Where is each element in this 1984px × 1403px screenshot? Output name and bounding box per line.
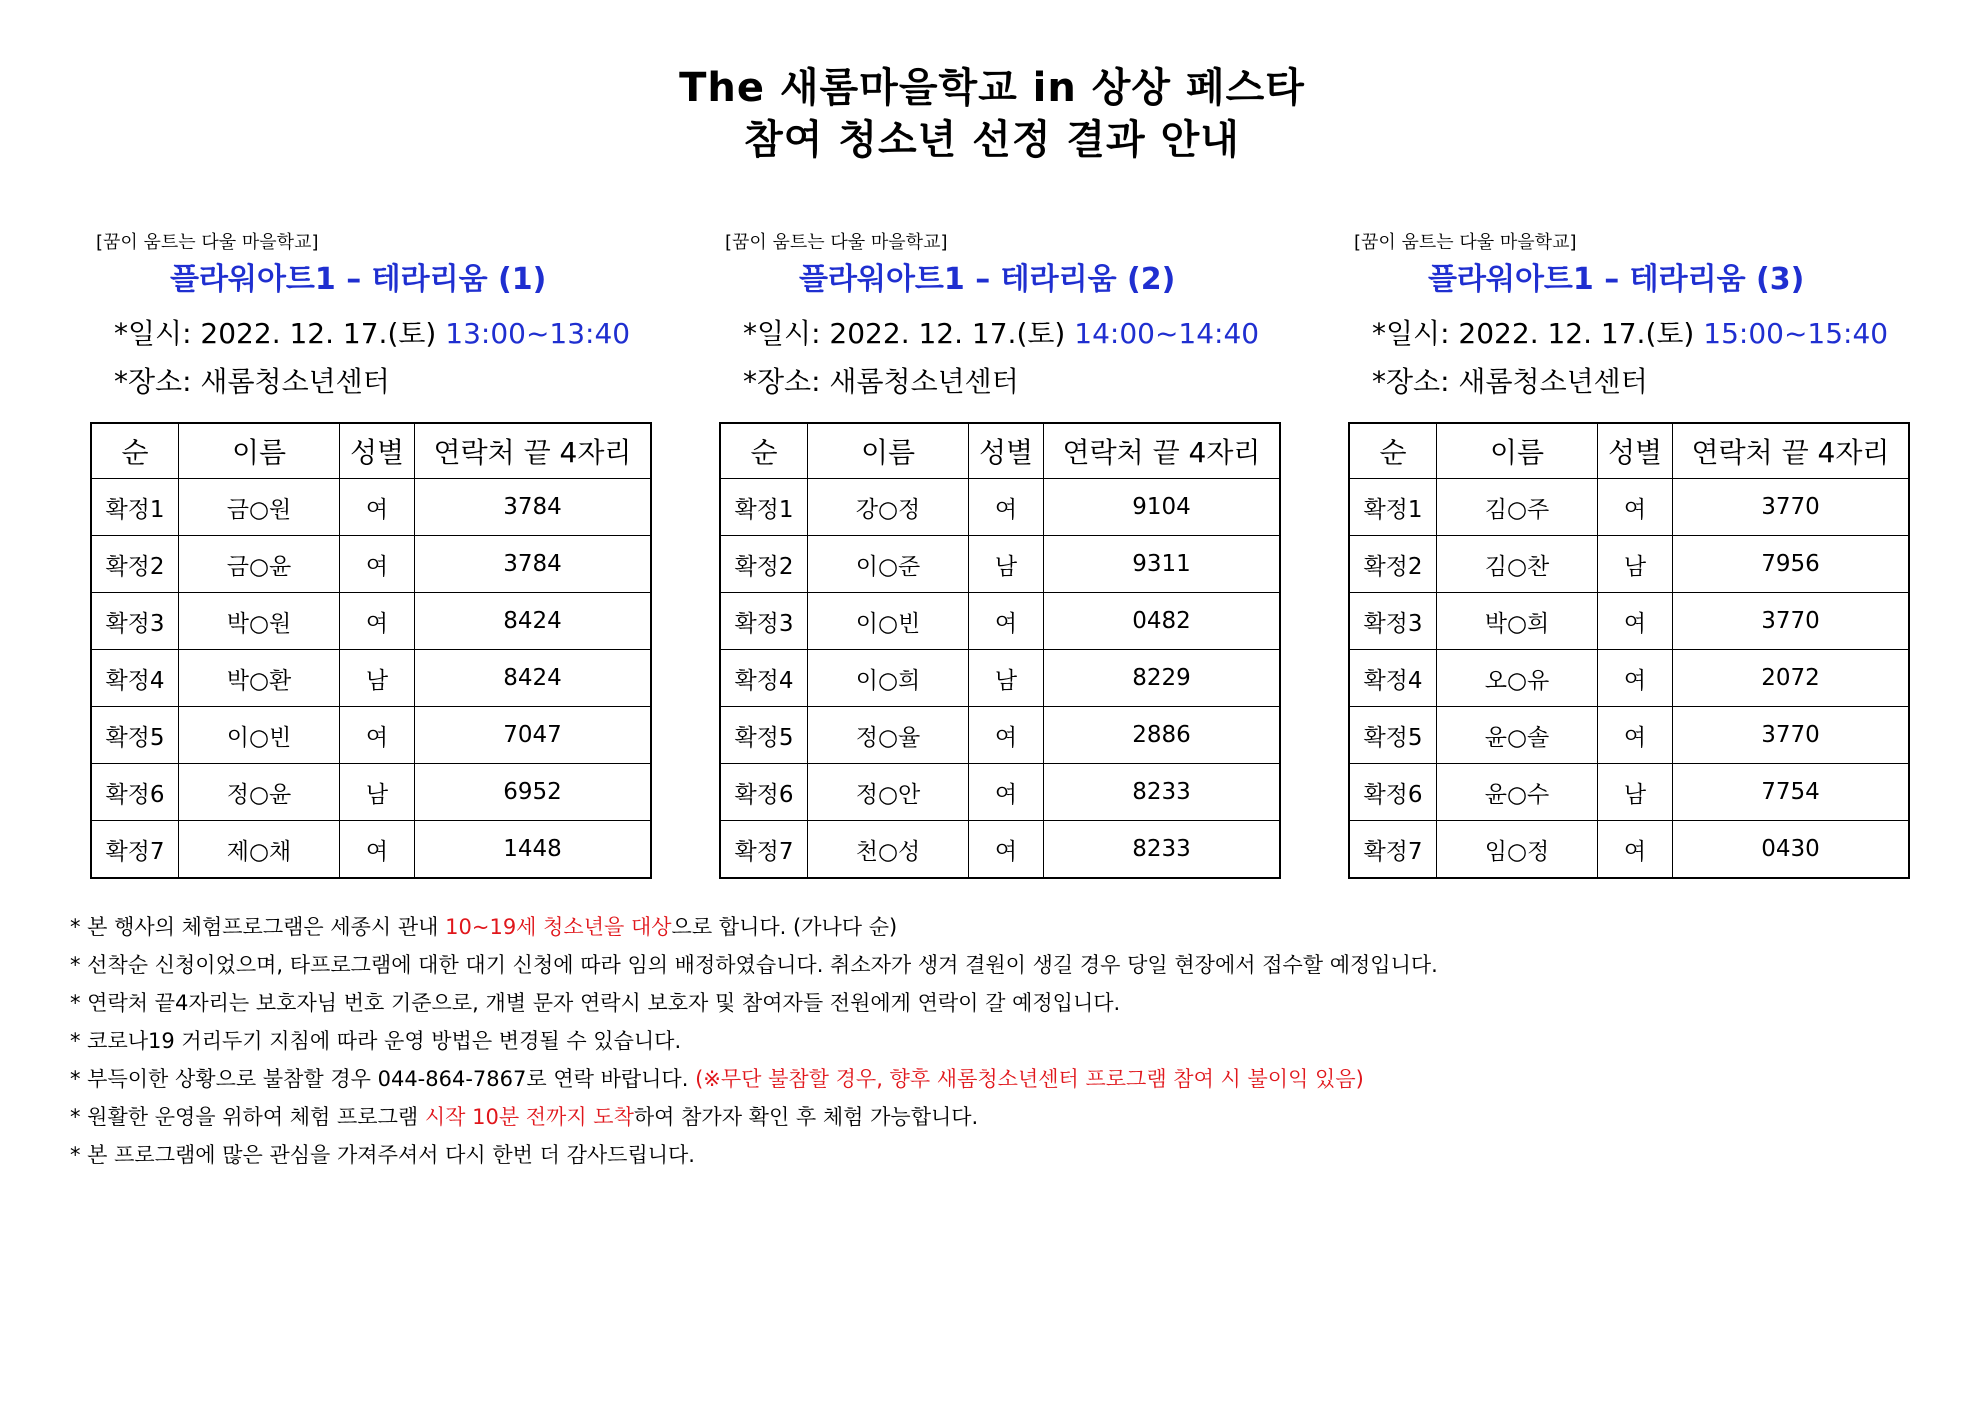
cell-name: 금○윤	[179, 536, 340, 593]
cell-sex: 여	[1598, 650, 1673, 707]
col-header-no: 순	[1349, 423, 1437, 479]
cell-sex: 여	[969, 593, 1044, 650]
cell-no: 확정5	[1349, 707, 1437, 764]
session-panel-3	[1348, 230, 1928, 865]
cell-sex: 남	[1598, 764, 1673, 821]
session-panel-2	[719, 230, 1299, 865]
cell-no: 확정1	[91, 479, 179, 536]
cell-no: 확정6	[1349, 764, 1437, 821]
cell-no: 확정7	[720, 821, 808, 879]
cell-name: 김○주	[1437, 479, 1598, 536]
table-header-row	[91, 423, 651, 479]
cell-sex: 남	[969, 536, 1044, 593]
date-text: *일시: 2022. 12. 17.(토)	[114, 317, 446, 350]
cell-name: 이○빈	[808, 593, 969, 650]
cell-name: 천○성	[808, 821, 969, 879]
cell-sex: 남	[969, 650, 1044, 707]
table-row	[91, 479, 651, 536]
school-tag: [꿈이 움트는 다울 마을학교]	[96, 232, 319, 253]
cell-phone: 2072	[1673, 650, 1910, 707]
table-row	[91, 650, 651, 707]
notice-text: * 본 행사의 체험프로그램은 세종시 관내	[70, 915, 446, 939]
cell-no: 확정3	[91, 593, 179, 650]
table-row	[91, 536, 651, 593]
notice-text: 으로 합니다. (가나다 순)	[671, 915, 898, 939]
table-header-row	[1349, 423, 1909, 479]
cell-no: 확정4	[1349, 650, 1437, 707]
roster-table	[90, 422, 652, 879]
session-time: 15:00~15:40	[1703, 317, 1889, 350]
cell-sex: 여	[969, 764, 1044, 821]
cell-phone: 3770	[1673, 479, 1910, 536]
cell-no: 확정3	[1349, 593, 1437, 650]
cell-name: 박○원	[179, 593, 340, 650]
col-header-name: 이름	[808, 423, 969, 479]
table-row	[1349, 650, 1909, 707]
program-title: 플라워아트1 – 테라리움 (1)	[170, 262, 547, 297]
cell-phone: 0482	[1044, 593, 1281, 650]
col-header-name: 이름	[179, 423, 340, 479]
cell-phone: 8424	[415, 593, 652, 650]
cell-name: 제○채	[179, 821, 340, 879]
cell-no: 확정6	[91, 764, 179, 821]
table-row	[1349, 821, 1909, 879]
cell-no: 확정4	[720, 650, 808, 707]
cell-no: 확정1	[720, 479, 808, 536]
notice-text: * 원활한 운영을 위하여 체험 프로그램	[70, 1105, 425, 1129]
cell-no: 확정2	[1349, 536, 1437, 593]
cell-phone: 8233	[1044, 821, 1281, 879]
cell-no: 확정5	[91, 707, 179, 764]
cell-name: 박○환	[179, 650, 340, 707]
cell-name: 오○유	[1437, 650, 1598, 707]
program-title: 플라워아트1 – 테라리움 (3)	[1428, 262, 1805, 297]
program-title: 플라워아트1 – 테라리움 (2)	[799, 262, 1176, 297]
cell-no: 확정1	[1349, 479, 1437, 536]
table-row	[720, 593, 1280, 650]
date-text: *일시: 2022. 12. 17.(토)	[743, 317, 1075, 350]
cell-name: 임○정	[1437, 821, 1598, 879]
table-row	[1349, 593, 1909, 650]
col-header-no: 순	[720, 423, 808, 479]
roster-table	[719, 422, 1281, 879]
title-line-1: The 새롬마을학교 in 상상 페스타	[679, 65, 1305, 111]
session-date	[90, 310, 670, 358]
cell-sex: 여	[969, 707, 1044, 764]
cell-no: 확정5	[720, 707, 808, 764]
cell-phone: 7956	[1673, 536, 1910, 593]
cell-name: 강○정	[808, 479, 969, 536]
cell-no: 확정4	[91, 650, 179, 707]
cell-phone: 6952	[415, 764, 652, 821]
cell-no: 확정3	[720, 593, 808, 650]
cell-sex: 남	[340, 764, 415, 821]
notice-text: 하여 참가자 확인 후 체험 가능합니다.	[633, 1105, 979, 1129]
cell-name: 이○준	[808, 536, 969, 593]
session-place: *장소: 새롬청소년센터	[114, 365, 390, 398]
col-header-sex: 성별	[969, 423, 1044, 479]
table-row	[91, 707, 651, 764]
notice-item: * 선착순 신청이었으며, 타프로그램에 대한 대기 신청에 따라 임의 배정하였습니다. 취소자가 생겨 결원이 생길 경우 당일 현장에서 접수할 예정입니다.	[70, 953, 1438, 977]
table-row	[1349, 764, 1909, 821]
session-time: 14:00~14:40	[1074, 317, 1260, 350]
table-row	[1349, 536, 1909, 593]
notice-text: * 부득이한 상황으로 불참할 경우 044-864-7867로 연락 바랍니다.	[70, 1067, 696, 1091]
cell-phone: 8424	[415, 650, 652, 707]
cell-phone: 9104	[1044, 479, 1281, 536]
col-header-phone: 연락처 끝 4자리	[415, 423, 652, 479]
cell-name: 정○윤	[179, 764, 340, 821]
notice-item	[70, 1098, 1438, 1136]
notice-item	[70, 1060, 1438, 1098]
cell-sex: 여	[969, 821, 1044, 879]
cell-name: 윤○솔	[1437, 707, 1598, 764]
notice-item: * 코로나19 거리두기 지침에 따라 운영 방법은 변경될 수 있습니다.	[70, 1029, 682, 1053]
roster-table	[1348, 422, 1910, 879]
col-header-name: 이름	[1437, 423, 1598, 479]
cell-sex: 여	[1598, 479, 1673, 536]
table-header-row	[720, 423, 1280, 479]
table-row	[720, 650, 1280, 707]
cell-no: 확정7	[1349, 821, 1437, 879]
notice-highlight: 시작 10분 전까지 도착	[424, 1105, 634, 1129]
school-tag: [꿈이 움트는 다울 마을학교]	[1354, 232, 1577, 253]
cell-no: 확정7	[91, 821, 179, 879]
cell-phone: 3784	[415, 536, 652, 593]
notice-item: * 연락처 끝4자리는 보호자님 번호 기준으로, 개별 문자 연락시 보호자 및 참여자들 전원에게 연락이 갈 예정입니다.	[70, 991, 1121, 1015]
table-row	[1349, 707, 1909, 764]
cell-name: 김○찬	[1437, 536, 1598, 593]
cell-phone: 9311	[1044, 536, 1281, 593]
cell-sex: 여	[1598, 593, 1673, 650]
col-header-sex: 성별	[340, 423, 415, 479]
session-time: 13:00~13:40	[445, 317, 631, 350]
table-row	[720, 479, 1280, 536]
session-panel-1	[90, 230, 670, 865]
cell-name: 정○안	[808, 764, 969, 821]
table-row	[720, 821, 1280, 879]
table-row	[720, 707, 1280, 764]
session-place: *장소: 새롬청소년센터	[743, 365, 1019, 398]
cell-sex: 여	[340, 479, 415, 536]
cell-phone: 0430	[1673, 821, 1910, 879]
session-place: *장소: 새롬청소년센터	[1372, 365, 1648, 398]
table-row	[91, 764, 651, 821]
cell-no: 확정2	[720, 536, 808, 593]
col-header-phone: 연락처 끝 4자리	[1044, 423, 1281, 479]
cell-no: 확정2	[91, 536, 179, 593]
cell-sex: 남	[1598, 536, 1673, 593]
notice-item: * 본 프로그램에 많은 관심을 가져주셔서 다시 한번 더 감사드립니다.	[70, 1143, 695, 1167]
cell-name: 윤○수	[1437, 764, 1598, 821]
table-row	[91, 821, 651, 879]
school-tag: [꿈이 움트는 다울 마을학교]	[725, 232, 948, 253]
cell-phone: 7047	[415, 707, 652, 764]
cell-sex: 여	[340, 707, 415, 764]
cell-phone: 7754	[1673, 764, 1910, 821]
date-text: *일시: 2022. 12. 17.(토)	[1372, 317, 1704, 350]
cell-phone: 3784	[415, 479, 652, 536]
cell-no: 확정6	[720, 764, 808, 821]
cell-sex: 여	[340, 536, 415, 593]
cell-sex: 여	[340, 821, 415, 879]
cell-sex: 여	[969, 479, 1044, 536]
cell-name: 박○희	[1437, 593, 1598, 650]
cell-name: 이○빈	[179, 707, 340, 764]
col-header-phone: 연락처 끝 4자리	[1673, 423, 1910, 479]
table-row	[720, 536, 1280, 593]
cell-sex: 남	[340, 650, 415, 707]
notice-highlight: (※무단 불참할 경우, 향후 새롬청소년센터 프로그램 참여 시 불이익 있음)	[695, 1067, 1364, 1091]
cell-name: 이○희	[808, 650, 969, 707]
cell-phone: 3770	[1673, 593, 1910, 650]
col-header-sex: 성별	[1598, 423, 1673, 479]
session-date	[719, 310, 1299, 358]
table-row	[91, 593, 651, 650]
table-row	[1349, 479, 1909, 536]
cell-phone: 8229	[1044, 650, 1281, 707]
col-header-no: 순	[91, 423, 179, 479]
cell-sex: 여	[340, 593, 415, 650]
cell-sex: 여	[1598, 821, 1673, 879]
title-line-2: 참여 청소년 선정 결과 안내	[744, 117, 1240, 163]
cell-phone: 2886	[1044, 707, 1281, 764]
notice-highlight: 10~19세 청소년을 대상	[445, 915, 672, 939]
table-row	[720, 764, 1280, 821]
page-title	[0, 62, 1984, 166]
cell-phone: 3770	[1673, 707, 1910, 764]
session-date	[1348, 310, 1928, 358]
cell-sex: 여	[1598, 707, 1673, 764]
cell-phone: 8233	[1044, 764, 1281, 821]
notice-item	[70, 908, 1438, 946]
cell-name: 금○원	[179, 479, 340, 536]
cell-phone: 1448	[415, 821, 652, 879]
cell-name: 정○율	[808, 707, 969, 764]
notice-list	[70, 908, 1438, 1174]
